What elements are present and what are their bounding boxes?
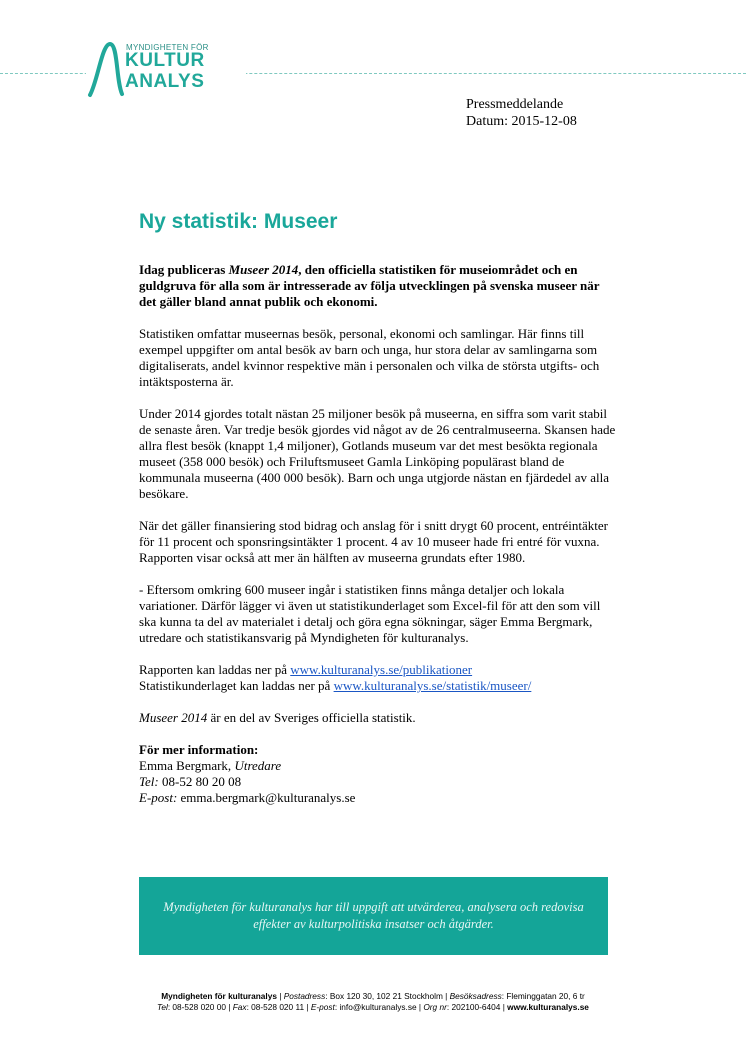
footer-fax: : 08-528 020 11 [246,1002,305,1012]
contact-role: Utredare [234,758,282,773]
body-paragraph-4: - Eftersom omkring 600 museer ingår i statistiken finns många detaljer och lokala variationer. Därför lägger vi även ut statistikunderlaget som Excel-fil för att den som vill ska kunna ta del av materialet i detalj och göra egna sökningar, säger Emma Bergmark, utredare och statistikansvarig på Myndigheten för kulturanalys. [139,582,601,645]
press-info [466,96,577,130]
footer-epost: : info@kulturanalys.se [334,1002,417,1012]
contact-tel: 08-52 80 20 08 [158,774,242,789]
footer-line-2 [0,1002,746,1013]
footer-sep: | [416,1002,424,1012]
contact-tel-label: Tel: [139,774,159,789]
press-body [139,262,619,822]
page-title: Ny statistik: Museer [139,210,338,233]
footer-sep: | [304,1002,311,1012]
data-link-prefix: Statistikunderlaget kan laddas ner på [139,678,334,693]
contact-email-label: E-post: [139,790,178,805]
footer-besok: : Fleminggatan 20, 6 tr [501,991,585,1001]
footer-postadress-label: Postadress [283,991,326,1001]
logo-wave-icon [86,40,126,98]
data-link[interactable]: www.kulturanalys.se/statistik/museer/ [333,678,532,693]
logo-word-kultur: KULTUR [125,50,205,71]
official-statistics-note [139,710,619,726]
footer-sep: | [500,1002,508,1012]
official-publication: Museer 2014 [139,710,208,725]
footer-sep: | [225,1002,233,1012]
contact-email: emma.bergmark@kulturanalys.se [177,790,356,805]
logo-word-analys: ANALYS [125,71,205,92]
contact-heading: För mer information: [139,742,259,757]
footer-tel-label: Tel [157,1002,168,1012]
official-text: är en del av Sveriges officiella statistik. [207,710,416,725]
press-label: Pressmeddelande [466,97,564,112]
footer-epost-label: E-post [310,1002,335,1012]
report-link-prefix: Rapporten kan laddas ner på [139,662,291,677]
mission-banner [139,877,608,955]
footer-sep: | [442,991,450,1001]
contact-name: Emma Bergmark, [139,758,235,773]
lead-text-2: , den officiella statistiken för museiområdet och en guldgruva för alla som är intresserade av följa utvecklingen på svenska museer när det gäller bland annat publik och ekonomi. [139,262,600,309]
lead-paragraph [139,262,619,310]
lead-text-1: Idag publiceras [139,262,229,277]
footer-org: Myndigheten för kulturanalys [161,991,277,1001]
download-links [139,662,619,694]
footer-besok-label: Besöksadress [449,991,502,1001]
body-paragraph-3: När det gäller finansiering stod bidrag och anslag för i snitt drygt 60 procent, entréintäkter för 11 procent och sponsringsintäkter 1 procent. 4 av 10 museer hade fri entré för vuxna. Rapporten visar också att mer än hälften av museerna grundats efter 1980. [139,518,608,565]
logo-top-text: MYNDIGHETEN FÖR [126,43,209,52]
footer-fax-label: Fax [232,1002,247,1012]
body-paragraph-2: Under 2014 gjordes totalt nästan 25 miljoner besök på museerna, en siffra som varit stabil de senaste åren. Var tredje besök gjordes vid något av de 26 centralmuseerna. Skansen hade allra flest besök (knappt 1,4 miljoner), Gotlands museum var det mest besökta regionala museet (358 000 besök) och Friluftsmuseet Gamla Linköping populärast bland de kommunala museerna (400 000 besök). Barn och unga utgjorde nästan en fjärdedel av alla besökare. [139,406,616,501]
lead-publication: Museer 2014 [228,262,299,277]
footer-line-1 [0,991,746,1002]
footer-web: www.kulturanalys.se [507,1002,589,1012]
report-link[interactable]: www.kulturanalys.se/publikationer [290,662,473,677]
kulturanalys-logo [86,38,246,98]
page-footer [0,991,746,1013]
contact-block [139,742,619,806]
press-date: Datum: 2015-12-08 [466,114,577,129]
footer-orgnr: : 202100-6404 [446,1002,501,1012]
mission-text: Myndigheten för kulturanalys har till uppgift att utvärderea, analysera och redovisa effekter av kulturpolitiska insatser och åtgärder. [163,900,584,931]
footer-sep: | [276,991,284,1001]
footer-orgnr-label: Org nr [423,1002,447,1012]
footer-tel: : 08-528 020 00 [167,1002,226,1012]
body-paragraph-1: Statistiken omfattar museernas besök, personal, ekonomi och samlingar. Här finns till exempel uppgifter om antal besök av barn och unga, hur stora delar av samlingarna som digitaliserats, andel kvinnor respektive män i personalen och vilka de största utgifts- och intäktsposterna är. [139,326,600,389]
footer-postadress: : Box 120 30, 102 21 Stockholm [325,991,443,1001]
